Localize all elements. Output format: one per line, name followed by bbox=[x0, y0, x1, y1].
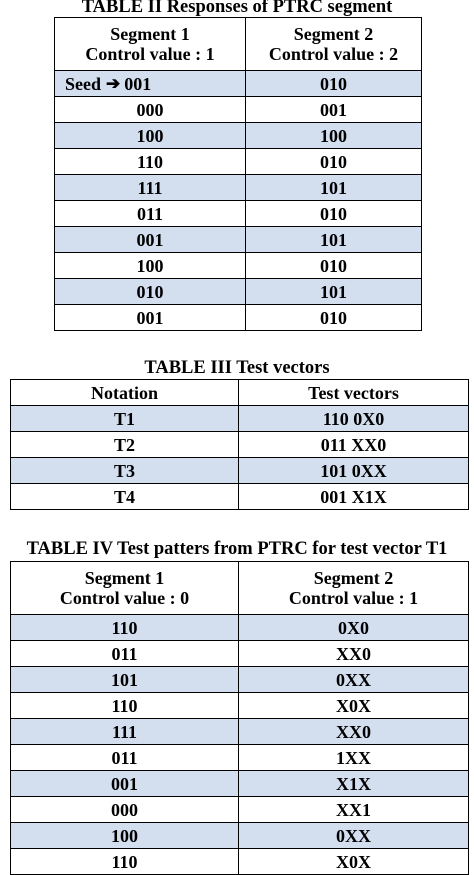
table-cell: 001 X1X bbox=[239, 484, 469, 510]
table-cell: 101 bbox=[246, 279, 422, 305]
table-cell: 0XX bbox=[239, 823, 469, 849]
table4-header-row bbox=[11, 562, 469, 615]
table-row bbox=[11, 693, 469, 719]
table-cell: T4 bbox=[11, 484, 239, 510]
table-row bbox=[11, 667, 469, 693]
table-cell: 011 bbox=[11, 745, 239, 771]
table-cell: 0XX bbox=[239, 667, 469, 693]
table-cell: 011 bbox=[55, 201, 246, 227]
table-cell: XX0 bbox=[239, 719, 469, 745]
table-cell: X0X bbox=[239, 849, 469, 875]
table-cell: 110 bbox=[55, 149, 246, 175]
table-cell: 100 bbox=[55, 253, 246, 279]
table-row bbox=[55, 175, 422, 201]
table-cell: 110 bbox=[11, 693, 239, 719]
table-cell: 110 bbox=[11, 615, 239, 641]
table-cell: X0X bbox=[239, 693, 469, 719]
table-cell: 111 bbox=[55, 175, 246, 201]
table-row bbox=[11, 615, 469, 641]
table-cell: 101 0XX bbox=[239, 458, 469, 484]
table2-header-row bbox=[55, 18, 422, 71]
table-row bbox=[55, 201, 422, 227]
table-cell: 1XX bbox=[239, 745, 469, 771]
table3-header-notation: Notation bbox=[11, 380, 239, 406]
table2-header-segment2 bbox=[246, 18, 422, 71]
table-cell: X1X bbox=[239, 771, 469, 797]
table-cell: 101 bbox=[246, 227, 422, 253]
table-cell: 110 0X0 bbox=[239, 406, 469, 432]
table-cell: 100 bbox=[11, 823, 239, 849]
table-cell: 001 bbox=[11, 771, 239, 797]
table-cell: 001 bbox=[55, 227, 246, 253]
table-cell: 010 bbox=[246, 253, 422, 279]
table-cell: 100 bbox=[55, 123, 246, 149]
table-row bbox=[11, 432, 469, 458]
table-row bbox=[11, 771, 469, 797]
table-cell: 010 bbox=[246, 201, 422, 227]
table4-header-segment2 bbox=[239, 562, 469, 615]
table2-header-segment1 bbox=[55, 18, 246, 71]
table3 bbox=[10, 379, 469, 510]
table4-caption: TABLE IV Test patters from PTRC for test vector T1 bbox=[26, 539, 448, 559]
table-cell: 101 bbox=[246, 175, 422, 201]
table-cell: XX0 bbox=[239, 641, 469, 667]
table-cell: 100 bbox=[246, 123, 422, 149]
table-row bbox=[11, 849, 469, 875]
table-cell: 010 bbox=[246, 149, 422, 175]
table-row bbox=[11, 406, 469, 432]
table-row bbox=[55, 71, 422, 97]
table-row bbox=[55, 253, 422, 279]
header-line: Segment 1 bbox=[110, 24, 190, 44]
header-line: Control value : 2 bbox=[268, 44, 399, 64]
header-line: Control value : 0 bbox=[59, 588, 190, 608]
table-cell: XX1 bbox=[239, 797, 469, 823]
header-line: Control value : 1 bbox=[85, 44, 215, 64]
table-cell: 001 bbox=[246, 97, 422, 123]
table-row bbox=[55, 123, 422, 149]
table-cell: 000 bbox=[11, 797, 239, 823]
table3-caption: TABLE III Test vectors bbox=[144, 358, 330, 378]
table-cell: 011 XX0 bbox=[239, 432, 469, 458]
table-row bbox=[55, 227, 422, 253]
header-line: Segment 1 bbox=[84, 568, 165, 588]
table-cell: 010 bbox=[246, 305, 422, 331]
table-cell: 001 bbox=[55, 305, 246, 331]
table3-header-row bbox=[11, 380, 469, 406]
table-row bbox=[11, 458, 469, 484]
table-row bbox=[11, 745, 469, 771]
arrow-right-icon: ➔ bbox=[106, 73, 121, 93]
seed-cell bbox=[55, 71, 246, 97]
table2-caption: TABLE II Responses of PTRC segment bbox=[81, 0, 393, 17]
table-row bbox=[11, 641, 469, 667]
seed-value: 001 bbox=[124, 73, 152, 94]
table-row bbox=[55, 279, 422, 305]
table-cell: 011 bbox=[11, 641, 239, 667]
table-cell: 010 bbox=[55, 279, 246, 305]
table-row bbox=[11, 797, 469, 823]
header-line: Segment 2 bbox=[313, 568, 394, 588]
table-row bbox=[55, 305, 422, 331]
table-cell: 111 bbox=[11, 719, 239, 745]
table-cell: 101 bbox=[11, 667, 239, 693]
seed-label: Seed bbox=[65, 73, 101, 94]
table-row bbox=[11, 484, 469, 510]
header-line: Segment 2 bbox=[293, 24, 374, 44]
table-row bbox=[11, 719, 469, 745]
table3-header-test-vectors: Test vectors bbox=[239, 380, 469, 406]
table4-header-segment1 bbox=[11, 562, 239, 615]
table-cell: 000 bbox=[55, 97, 246, 123]
table-cell: 110 bbox=[11, 849, 239, 875]
header-line: Control value : 1 bbox=[288, 588, 419, 608]
table-row bbox=[11, 823, 469, 849]
table4 bbox=[10, 561, 469, 875]
table-row bbox=[55, 97, 422, 123]
table-cell: T1 bbox=[11, 406, 239, 432]
table-cell: T2 bbox=[11, 432, 239, 458]
table-cell: T3 bbox=[11, 458, 239, 484]
table-cell: 010 bbox=[246, 71, 422, 97]
table-row bbox=[55, 149, 422, 175]
table2 bbox=[54, 17, 422, 331]
table-cell: 0X0 bbox=[239, 615, 469, 641]
